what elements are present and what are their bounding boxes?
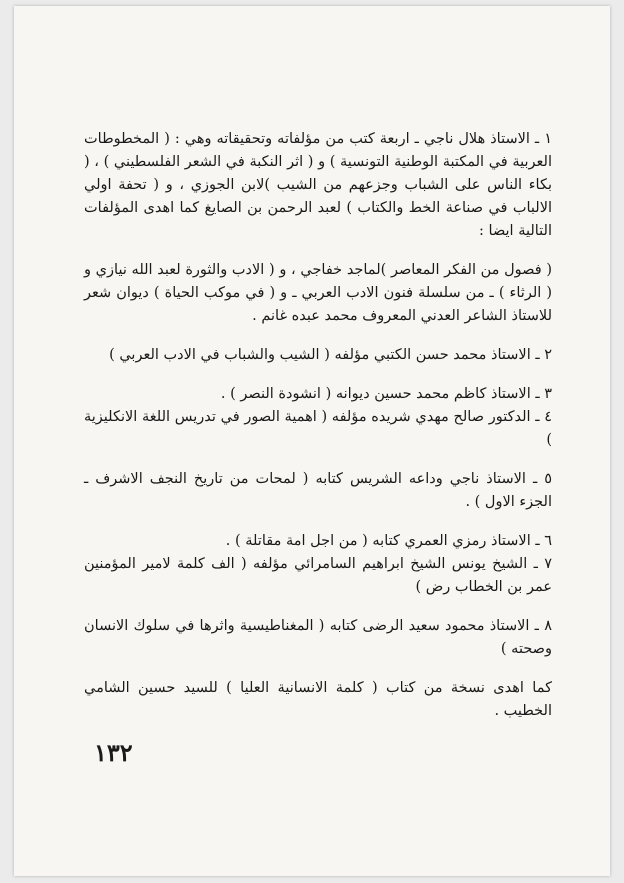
entry-1-continued: ( فصول من الفكر المعاصر )لماجد خفاجي ، و ( الادب والثورة لعبد الله نيازي و ( الرثاء ) ـ من سلسلة فنون الادب العربي ـ و ( في موكب الحياة ) ديوان شعر للاستاذ الشاعر العدني المعروف محمد عبده غانم . <box>84 262 552 324</box>
entry-2: ٢ ـ الاستاذ محمد حسن الكتبي مؤلفه ( الشيب والشباب في الادب العربي ) <box>109 347 552 363</box>
page-number: ١٣٢ <box>94 738 133 767</box>
entry-3: ٣ ـ الاستاذ كاظم محمد حسين ديوانه ( انشودة النصر ) . <box>220 386 552 402</box>
entry-8: ٨ ـ الاستاذ محمود سعيد الرضى كتابه ( المغناطيسية واثرها في سلوك الانسان وصحته ) <box>84 618 552 657</box>
entry-4: ٤ ـ الدكتور صالح مهدي شريده مؤلفه ( اهمية الصور في تدريس اللغة الانكليزية ) <box>84 409 552 448</box>
document-body <box>84 128 552 723</box>
entry-7: ٧ ـ الشيخ يونس الشيخ ابراهيم السامرائي مؤلفه ( الف كلمة لامير المؤمنين عمر بن الخطاب رض ) <box>84 556 552 595</box>
entry-5: ٥ ـ الاستاذ ناجي وداعه الشريس كتابه ( لمحات من تاريخ النجف الاشرف ـ الجزء الاول ) . <box>84 471 552 510</box>
entry-1: ١ ـ الاستاذ هلال ناجي ـ اربعة كتب من مؤلفاته وتحقيقاته وهي : ( المخطوطات العربية في المكتبة الوطنية التونسية ) و ( اثر النكبة في الشعر الفلسطيني ) ، ( بكاء الناس على الشباب وجزعهم من الشيب )لابن الجوزي ، و ( تحفة اولي الالباب في صناعة الخط والكتاب ) لعبد الرحمن بن الصايغ كما اهدى المؤلفات التالية ايضا : <box>84 131 552 239</box>
entry-6: ٦ ـ الاستاذ رمزي العمري كتابه ( من اجل امة مقاتلة ) . <box>225 533 552 549</box>
document-page <box>14 6 610 876</box>
entry-closing: كما اهدى نسخة من كتاب ( كلمة الانسانية العليا ) للسيد حسين الشامي الخطيب . <box>84 680 552 719</box>
